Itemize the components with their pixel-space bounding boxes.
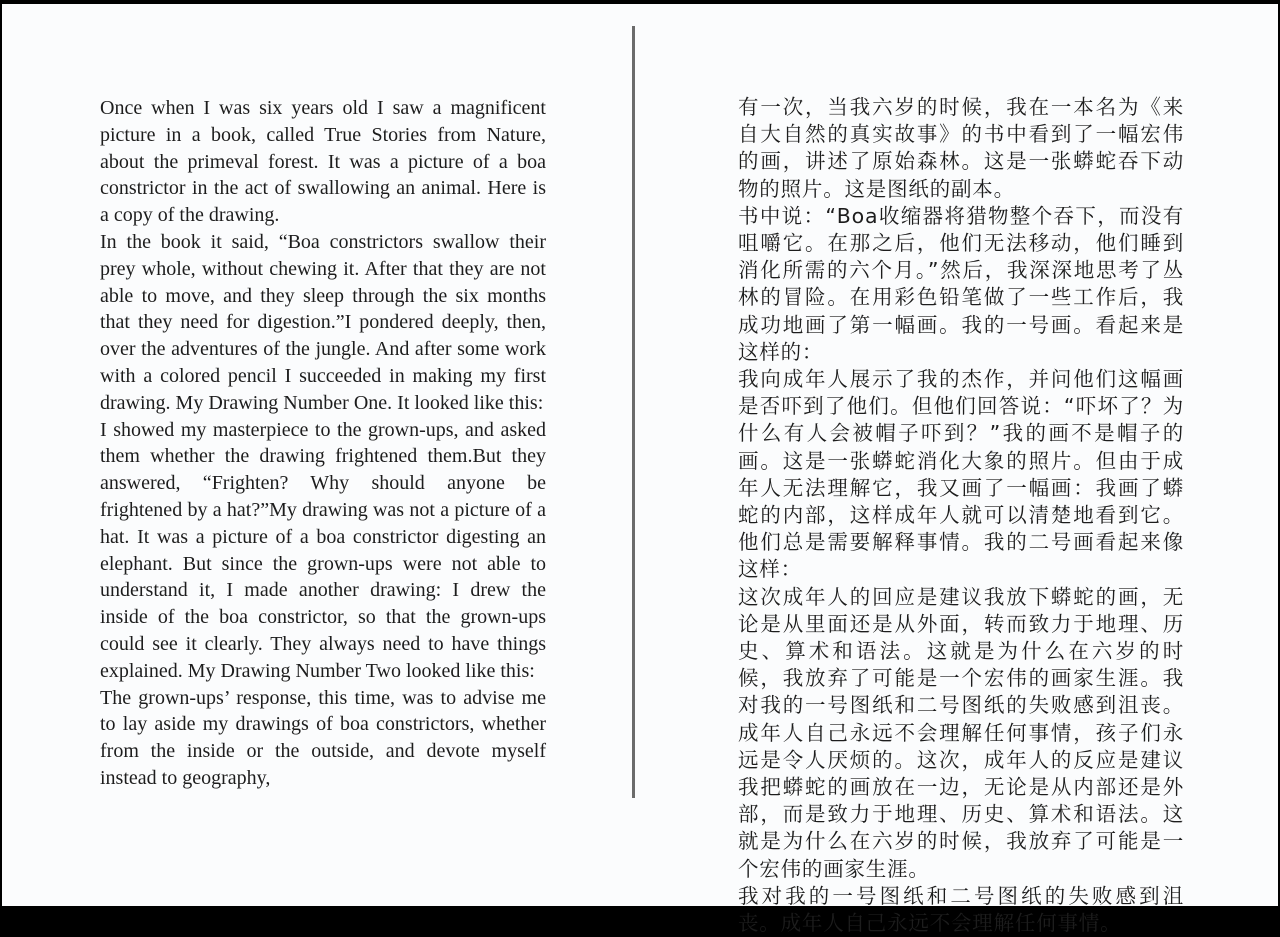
chinese-text-column (738, 94, 1184, 937)
book-page (2, 4, 1278, 936)
chinese-paragraph-4: 这次成年人的回应是建议我放下蟒蛇的画，无论是从里面还是从外面，转而致力于地理、历史、算术和语法。这就是为什么在六岁的时候，我放弃了可能是一个宏伟的画家生涯。我对我的一号图纸和二号图纸的失败感到沮丧。成年人自己永远不会理解任何事情，孩子们永远是令人厌烦的。这次，成年人的反应是建议我把蟒蛇的画放在一边，无论是从内部还是外部，而是致力于地理、历史、算术和语法。这就是为什么在六岁的时候，我放弃了可能是一个宏伟的画家生涯。 (738, 584, 1184, 881)
english-paragraph-2: In the book it said, “Boa constrictors swallow their prey whole, without chewing it. After that they are not able to move, and they sleep through the six months that they need for digestion.”I pondered deeply, then, over the adventures of the jungle. And after some work with a colored pencil I succeeded in making my first drawing. My Drawing Number One. It looked like this: (100, 230, 546, 414)
chinese-paragraph-1: 有一次，当我六岁的时候，我在一本名为《来自大自然的真实故事》的书中看到了一幅宏伟的画，讲述了原始森林。这是一张蟒蛇吞下动物的照片。这是图纸的副本。 (738, 95, 1184, 201)
chinese-paragraph-3: 我向成年人展示了我的杰作，并问他们这幅画是否吓到了他们。但他们回答说：“吓坏了？为什么有人会被帽子吓到？”我的画不是帽子的画。这是一张蟒蛇消化大象的照片。但由于成年人无法理解它，我又画了一幅画：我画了蟒蛇的内部，这样成年人就可以清楚地看到它。他们总是需要解释事情。我的二号画看起来像这样： (738, 367, 1184, 582)
english-paragraph-1: Once when I was six years old I saw a magnificent picture in a book, called True Stories from Nature, about the primeval forest. It was a picture of a boa constrictor in the act of swallowing an animal. Here is a copy of the drawing. (100, 97, 546, 227)
column-divider (632, 26, 635, 798)
english-paragraph-3: I showed my masterpiece to the grown-ups, and asked them whether the drawing frightened them.But they answered, “Frighten? Why should anyone be frightened by a hat?”My drawing was not a picture of a hat. It was a picture of a boa constrictor digesting an elephant. But since the grown-ups were not able to understand it, I made another drawing: I drew the inside of the boa constrictor, so that the grown-ups could see it clearly. They always need to have things explained. My Drawing Number Two looked like this: (100, 418, 546, 682)
chinese-paragraph-5: 我对我的一号图纸和二号图纸的失败感到沮丧。成年人自己永远不会理解任何事情。 (738, 883, 1184, 936)
chinese-paragraph-2: 书中说：“Boa收缩器将猎物整个吞下，而没有咀嚼它。在那之后，他们无法移动，他们睡到消化所需的六个月。”然后，我深深地思考了丛林的冒险。在用彩色铅笔做了一些工作后，我成功地画了第一幅画。我的一号画。看起来是这样的： (738, 203, 1184, 364)
english-paragraph-4: The grown-ups’ response, this time, was to advise me to lay aside my drawings of boa constrictors, whether from the inside or the outside, and devote myself instead to geography, (100, 686, 546, 789)
english-text-column (100, 95, 546, 792)
